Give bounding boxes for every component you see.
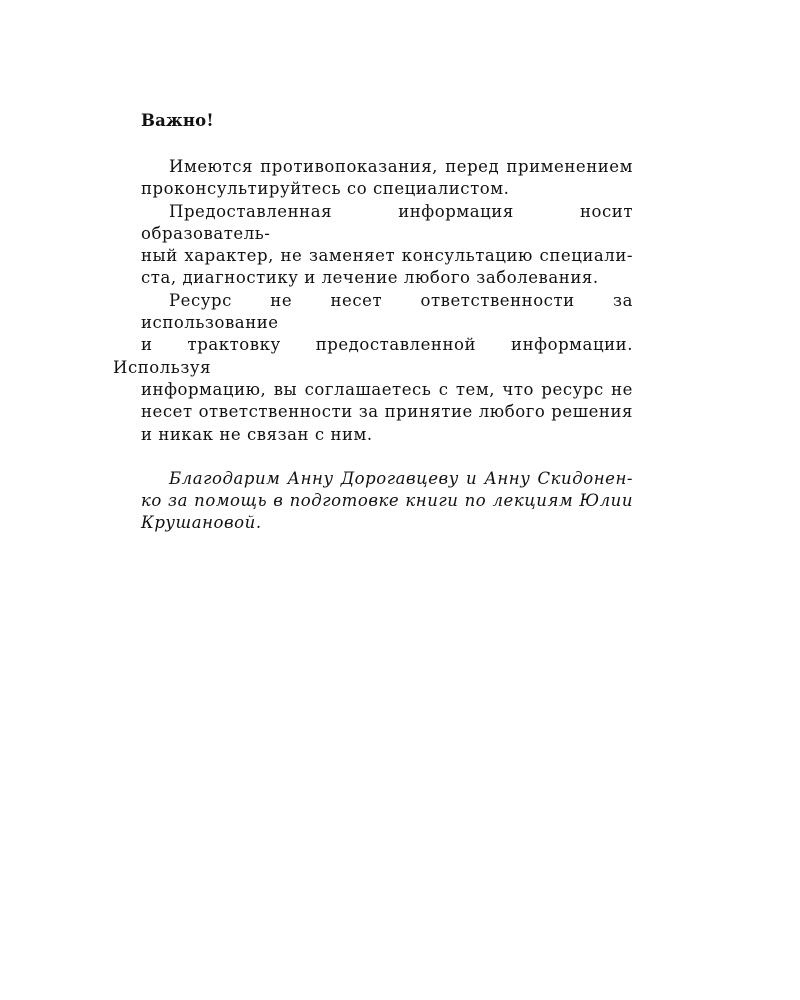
page-heading: Важно!: [141, 111, 214, 130]
text-line: ный характер, не заменяет консультацию специали-: [141, 246, 633, 266]
warning-paragraph-informational: [113, 201, 633, 290]
text-line: Благодарим Анну Дорогавцеву и Анну Скидонен-: [169, 468, 633, 488]
text-line: Крушановой.: [141, 513, 262, 533]
text-line: Предоставленная информация носит образователь-: [141, 201, 633, 243]
acknowledgement-paragraph: [113, 468, 633, 535]
text-line: ста, диагностику и лечение любого заболевания.: [141, 268, 599, 288]
text-line: и трактовку предоставленной информации. Используя: [113, 335, 633, 377]
page-content: [113, 108, 633, 535]
text-line: проконсультируйтесь со специалистом.: [141, 179, 510, 199]
text-line: несет ответственности за принятие любого решения: [141, 402, 633, 422]
text-line: и никак не связан с ним.: [141, 424, 373, 444]
text-line: Ресурс не несет ответственности за использование: [141, 290, 633, 333]
text-line: информацию, вы соглашаетесь с тем, что ресурс не: [141, 379, 633, 399]
text-line: ко за помощь в подготовке книги по лекциям Юлии: [141, 491, 633, 511]
warning-paragraph-responsibility: [113, 290, 633, 446]
warning-paragraph-contraindications: [113, 156, 633, 201]
text-line: Имеются противопоказания, перед применением: [169, 157, 633, 176]
